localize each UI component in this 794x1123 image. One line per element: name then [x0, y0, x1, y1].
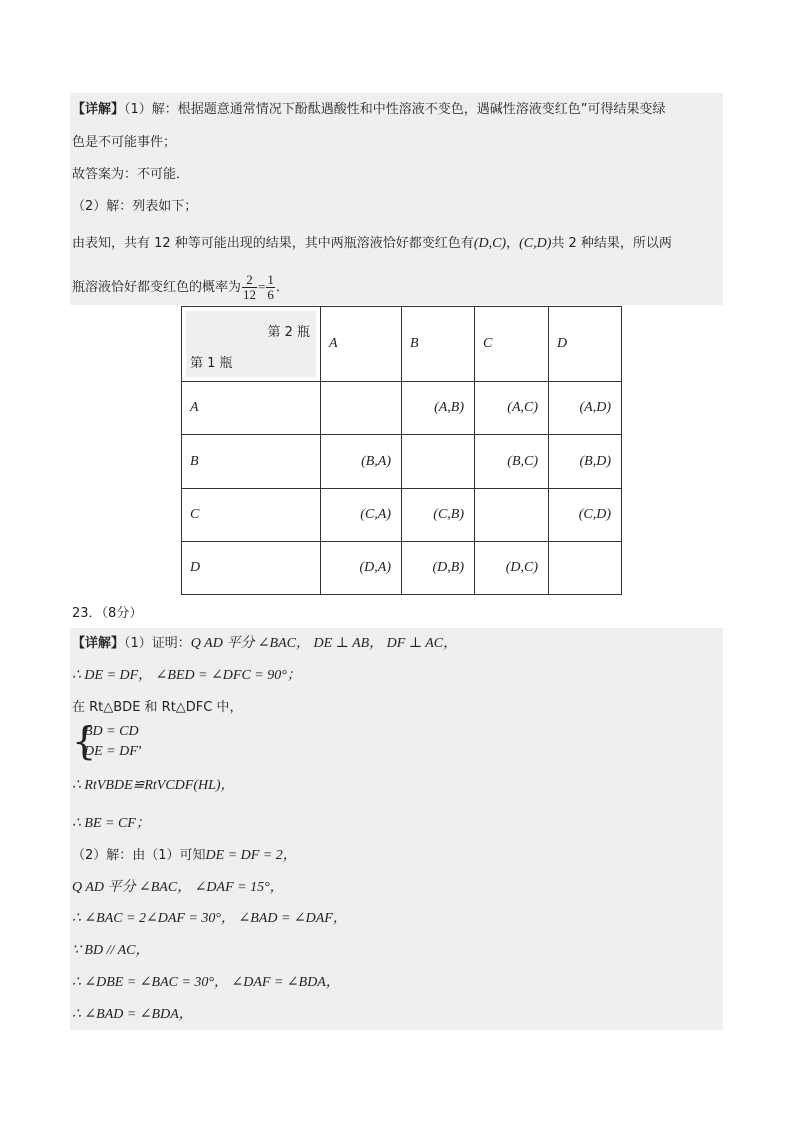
row-header: B	[182, 435, 321, 489]
table-cell: (D,A)	[321, 542, 402, 595]
proof-line-2: ∴ DE = DF， ∠BED = ∠DFC = 90°；	[72, 668, 301, 683]
solution-text-1: （1）解：根据题意通常情况下酚酞遇酸性和中性溶液不变色，遇碱性溶液变红色”可得结果变绿	[124, 102, 666, 117]
solution-text-5b: 共 2 种结果，所以两	[551, 236, 672, 251]
proof-line-12: ∴ ∠BAD = ∠BDA，	[72, 1007, 193, 1022]
row-header: D	[182, 542, 321, 595]
table-cell: (A,B)	[402, 382, 475, 435]
period: ．	[275, 280, 289, 295]
proof-line-4a: BD = CD	[84, 724, 139, 739]
table-cell	[549, 542, 622, 595]
proof-text-7: （2）解：由（1）可知	[72, 848, 206, 863]
table-cell	[321, 382, 402, 435]
table-cell	[402, 435, 475, 489]
table-cell: (B,D)	[549, 435, 622, 489]
frac-num: 1	[267, 272, 274, 287]
frac-num: 2	[242, 273, 257, 288]
proof-text-1: （1）证明：	[124, 636, 191, 651]
table-cell: (B,C)	[475, 435, 549, 489]
table-cell	[475, 489, 549, 542]
outcome-table	[181, 306, 622, 595]
equals-sign: =	[258, 279, 266, 294]
table-row	[182, 382, 622, 435]
proof-line-6: ∴ BE = CF；	[72, 816, 150, 831]
outcome-dc: (D,C)	[473, 236, 507, 251]
solution-line-5	[72, 234, 672, 254]
table-row	[182, 542, 622, 595]
solution-line-6	[72, 270, 289, 305]
frac-den: 12	[243, 287, 257, 302]
column-header: D	[549, 307, 622, 382]
left-brace: {	[72, 719, 97, 763]
solution-line-2: 色是不可能事件；	[72, 135, 177, 150]
proof-line-7	[72, 846, 297, 866]
column-header: A	[321, 307, 402, 382]
proof-line-10: ∵ BD // AC，	[72, 943, 150, 958]
table-cell: (A,C)	[475, 382, 549, 435]
fraction-2-12	[242, 273, 257, 302]
proof-line-4b	[84, 742, 142, 762]
table-cell: (D,C)	[475, 542, 549, 595]
table-row	[182, 435, 622, 489]
proof-line-5: ∴ RtVBDE≌RtVCDF(HL)，	[72, 778, 235, 793]
column-header: B	[402, 307, 475, 382]
proof-line-9: ∴ ∠BAC = 2∠DAF = 30°， ∠BAD = ∠DAF，	[72, 911, 347, 926]
fraction-1-6	[266, 273, 275, 302]
proof-line-8: Q AD 平分 ∠BAC， ∠DAF = 15°，	[72, 880, 284, 895]
frac-den: 6	[267, 287, 274, 302]
detail-label: 【详解】	[72, 636, 125, 651]
solution-line-3: 故答案为：不可能．	[72, 167, 190, 182]
proof-line-1	[72, 634, 457, 654]
table-cell: (C,A)	[321, 489, 402, 542]
equation-de-df: DE = DF	[84, 744, 138, 759]
table-row	[182, 489, 622, 542]
solution-line-4: （2）解：列表如下；	[72, 199, 198, 214]
row-header: C	[182, 489, 321, 542]
solution-line-1	[72, 100, 666, 120]
table-header-row	[182, 307, 622, 382]
bg-band-part23	[70, 628, 723, 1030]
table-cell: (B,A)	[321, 435, 402, 489]
column-header: C	[475, 307, 549, 382]
proof-math-7: DE = DF = 2，	[205, 848, 297, 863]
row-header: A	[182, 382, 321, 435]
detail-label: 【详解】	[72, 102, 125, 117]
header-second-bottle: 第 2 瓶	[267, 325, 310, 340]
table-corner-header	[182, 307, 321, 382]
trailing-mark: ’	[137, 744, 143, 759]
separator: ，	[506, 236, 520, 251]
proof-line-11: ∴ ∠DBE = ∠BAC = 30°， ∠DAF = ∠BDA，	[72, 975, 340, 990]
table-cell: (A,D)	[549, 382, 622, 435]
table-cell: (D,B)	[402, 542, 475, 595]
proof-math-1: Q AD 平分 ∠BAC， DE ⊥ AB， DF ⊥ AC，	[190, 636, 458, 651]
solution-text-6a: 瓶溶液恰好都变红色的概率为	[72, 280, 242, 295]
table-cell: (C,B)	[402, 489, 475, 542]
question-23-heading: 23．（8分）	[72, 606, 143, 621]
header-first-bottle: 第 1 瓶	[190, 356, 233, 371]
proof-line-3: 在 Rt△BDE 和 Rt△DFC 中，	[72, 700, 243, 715]
solution-text-5a: 由表知，共有 12 种等可能出现的结果，其中两瓶溶液恰好都变红色有	[72, 236, 474, 251]
table-cell: (C,D)	[549, 489, 622, 542]
outcome-cd: (C,D)	[519, 236, 552, 251]
